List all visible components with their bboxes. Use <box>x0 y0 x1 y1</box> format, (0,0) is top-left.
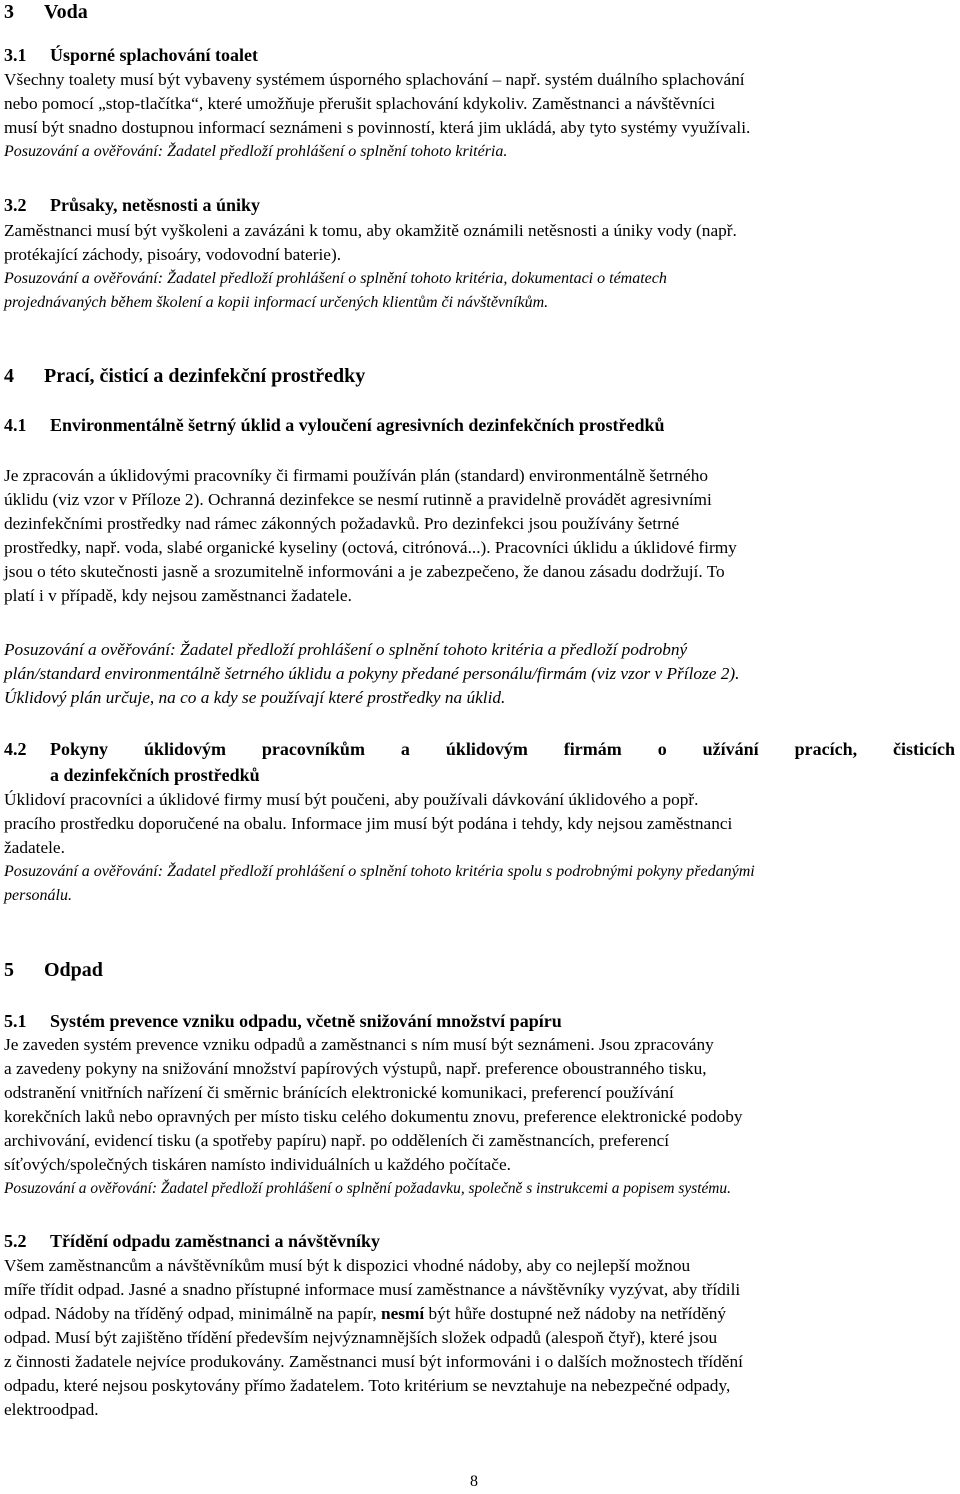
subsection-title: Pokyny úklidovým pracovníkům a úklidovým firmám o užívání pracích, čisticích <box>50 739 955 759</box>
text-line: Všechny toalety musí být vybaveny systémem úsporného splachování – např. systém duálního splachování <box>4 70 745 89</box>
assessment-line: personálu. <box>4 887 72 904</box>
section-number: 3 <box>4 1 14 23</box>
subsection-heading <box>4 194 955 216</box>
subsection-title: Systém prevence vzniku odpadu, včetně snižování množství papíru <box>50 1011 562 1031</box>
text-line: odpad. Musí být zajištěno třídění především nejvýznamnějších složek odpadů (alespoň čtyř), které jsou <box>4 1328 718 1347</box>
subsection-heading <box>4 414 955 436</box>
text-line: platí i v případě, kdy nejsou zaměstnanci žadatele. <box>4 586 352 605</box>
subsection-number: 5.2 <box>4 1231 27 1251</box>
text-line: žadatele. <box>4 838 65 857</box>
text-line: jsou o této skutečnosti jasně a srozumitelně informováni a je zabezpečeno, že danou zásadu dodržují. To <box>4 562 725 581</box>
text-line: míře třídit odpad. Jasné a snadno přístupné informace musí zaměstnance a návštěvníky vyzývat, aby třídili <box>4 1280 741 1299</box>
text-segment: odpad. Nádoby na tříděný odpad, minimálně na papír, <box>4 1304 381 1323</box>
subsection-heading <box>4 44 955 66</box>
subsection-title: Úsporné splachování toalet <box>50 45 259 65</box>
text-line: odstranění vnitřních nařízení či směrnic bránících elektronické komunikaci, preferencí používání <box>4 1083 674 1102</box>
text-line: z činnosti žadatele nejvíce produkovány. Zaměstnanci musí být informováni i o dalších možnostech třídění <box>4 1352 743 1371</box>
assessment-line: projednávaných během školení a kopii informací určených klientům či návštěvníkům. <box>4 294 549 311</box>
section-number: 5 <box>4 959 14 981</box>
subsection-heading <box>4 1010 955 1032</box>
text-line: odpadu, které nejsou poskytovány přímo žadatelem. Toto kritérium se nevztahuje na nebezpečné odpady, <box>4 1376 731 1395</box>
section-title: Voda <box>44 1 88 23</box>
text-line: protékající záchody, pisoáry, vodovodní baterie). <box>4 245 342 264</box>
section-heading <box>4 0 88 24</box>
subsection-heading <box>4 1230 955 1252</box>
subsection-title: Třídění odpadu zaměstnanci a návštěvníky <box>50 1231 381 1251</box>
text-line: Všem zaměstnancům a návštěvníkům musí být k dispozici vhodné nádoby, aby co nejlepší možnou <box>4 1256 691 1275</box>
text-line <box>4 1302 955 1326</box>
paragraph <box>4 219 955 315</box>
text-line: nebo pomocí „stop-tlačítka“, které umožňuje přerušit splachování kdykoliv. Zaměstnanci a návštěvníci <box>4 94 716 113</box>
assessment-line: Posuzování a ověřování: Žadatel předloží prohlášení o splnění požadavku, společně s instrukcemi a popisem systému. <box>4 1180 731 1197</box>
text-line: síťových/společných tiskáren namísto individuálních u každého počítače. <box>4 1155 511 1174</box>
section-number: 4 <box>4 365 14 387</box>
subsection-heading-cont <box>4 764 955 786</box>
emphasis-text: nesmí <box>381 1304 425 1323</box>
text-line: prostředky, např. voda, slabé organické kyseliny (octová, citrónová...). Pracovníci úklidu a úklidové firmy <box>4 538 737 557</box>
text-line: dezinfekčními prostředky nad rámec zákonných požadavků. Pro dezinfekci jsou používány šetrné <box>4 514 680 533</box>
assessment-line: Posuzování a ověřování: Žadatel předloží prohlášení o splnění tohoto kritéria spolu s podrobnými pokyny předanými <box>4 863 755 880</box>
assessment-paragraph <box>4 638 955 710</box>
subsection-title: Průsaky, netěsnosti a úniky <box>50 195 261 215</box>
paragraph <box>4 464 955 608</box>
assessment-line: Posuzování a ověřování: Žadatel předloží prohlášení o splnění tohoto kritéria. <box>4 143 508 160</box>
assessment-line: Úklidový plán určuje, na co a kdy se používají které prostředky na úklid. <box>4 688 506 707</box>
subsection-number: 4.2 <box>4 739 27 759</box>
section-heading <box>4 364 365 388</box>
paragraph <box>4 68 955 164</box>
subsection-title: a dezinfekčních prostředků <box>50 765 260 785</box>
subsection-title: Environmentálně šetrný úklid a vyloučení agresivních dezinfekčních prostředků <box>50 415 665 435</box>
text-line: pracího prostředku doporučené na obalu. Informace jim musí být podána i tehdy, kdy nejsou zaměstnanci <box>4 814 733 833</box>
text-line: elektroodpad. <box>4 1400 99 1419</box>
text-line: Úklidoví pracovníci a úklidové firmy musí být poučeni, aby používali dávkování úklidového a popř. <box>4 790 699 809</box>
assessment-line: plán/standard environmentálně šetrného úklidu a pokyny předané personálu/firmám (viz vzor v Příloze 2). <box>4 664 740 683</box>
paragraph <box>4 1033 955 1201</box>
subsection-number: 3.2 <box>4 195 27 215</box>
assessment-line: Posuzování a ověřování: Žadatel předloží prohlášení o splnění tohoto kritéria, dokumentaci o tématech <box>4 270 667 287</box>
section-heading <box>4 958 103 982</box>
paragraph <box>4 788 955 908</box>
text-line: korekčních laků nebo opravných per místo tisku celého dokumentu znovu, preference elektronické podoby <box>4 1107 743 1126</box>
subsection-number: 4.1 <box>4 415 27 435</box>
text-line: Je zaveden systém prevence vzniku odpadů a zaměstnanci s ním musí být seznámeni. Jsou zpracovány <box>4 1035 714 1054</box>
text-line: Je zpracován a úklidovými pracovníky či firmami používán plán (standard) environmentálně šetrného <box>4 466 708 485</box>
text-segment: být hůře dostupné než nádoby na netříděný <box>424 1304 727 1323</box>
text-line: a zavedeny pokyny na snižování množství papírových výstupů, např. preference oboustranného tisku, <box>4 1059 707 1078</box>
assessment-line: Posuzování a ověřování: Žadatel předloží prohlášení o splnění tohoto kritéria a předloží podrobný <box>4 640 688 659</box>
text-line: archivování, evidencí tisku (a spotřeby papíru) např. po odděleních či zaměstnancích, preferencí <box>4 1131 670 1150</box>
section-title: Prací, čisticí a dezinfekční prostředky <box>44 365 366 387</box>
page-number: 8 <box>470 1473 478 1490</box>
paragraph <box>4 1254 955 1422</box>
text-line: musí být snadno dostupnou informací seznámeni s povinností, která jim ukládá, aby tyto systémy využívali. <box>4 118 751 137</box>
subsection-number: 5.1 <box>4 1011 27 1031</box>
text-line: Zaměstnanci musí být vyškoleni a zavázáni k tomu, aby okamžitě oznámili netěsnosti a úniky vody (např. <box>4 221 737 240</box>
subsection-number: 3.1 <box>4 45 27 65</box>
section-title: Odpad <box>44 959 103 981</box>
text-line: úklidu (viz vzor v Příloze 2). Ochranná dezinfekce se nesmí rutinně a pravidelně provádět agresivními <box>4 490 712 509</box>
